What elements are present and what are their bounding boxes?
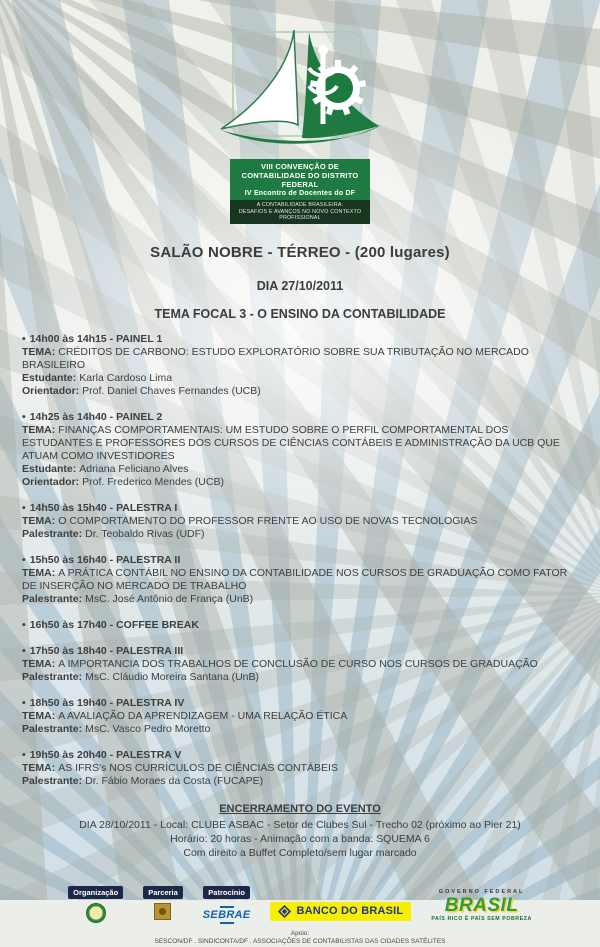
session-header <box>22 502 578 515</box>
focal-theme-title: TEMA FOCAL 3 - O ENSINO DA CONTABILIDADE <box>154 306 446 321</box>
session-header <box>22 619 578 632</box>
patrocinio-column <box>203 886 251 924</box>
detail-text: Prof. Daniel Chaves Fernandes (UCB) <box>82 384 261 397</box>
logo-area <box>0 0 600 224</box>
detail-text: MsC. Vasco Pedro Moretto <box>85 722 211 735</box>
session-header <box>22 749 578 762</box>
detail-text: CRÉDITOS DE CARBONO: ESTUDO EXPLORATÓRIO SOBRE SUA TRIBUTAÇÃO NO MERCADO BRASILEIRO <box>22 345 529 371</box>
sebrae-wordmark: SEBRAE <box>202 908 251 921</box>
apoio-entities: SESCON/DF . SINDICONTA/DF . ASSOCIAÇÕES DE CONTABILISTAS DAS CIDADES SATÉLITES <box>154 938 446 945</box>
closing-line-1: DIA 28/10/2011 - Local: CLUBE ASBAC - Setor de Clubes Sul - Trecho 02 (próximo ao Pier 21) <box>79 818 521 831</box>
closing-line-3: Com direito a Buffet Completo/sem lugar marcado <box>183 846 417 859</box>
detail-text: MsC. Cláudio Moreira Santana (UnB) <box>85 670 260 683</box>
closing-event-section <box>0 802 600 860</box>
bullet-icon: • <box>22 332 26 345</box>
banco-do-brasil-logo <box>270 902 411 921</box>
detail-label: TEMA: <box>22 345 56 358</box>
session-title: 19h50 às 20h40 - PALESTRA V <box>29 748 182 761</box>
cfc-logo-icon <box>154 903 171 920</box>
session-title: 15h50 às 16h40 - PALESTRA II <box>29 553 181 566</box>
session-block <box>22 333 578 398</box>
banco-do-brasil-column <box>270 886 411 921</box>
session-block <box>22 411 578 489</box>
session-detail <box>22 346 578 372</box>
session-detail <box>22 671 578 684</box>
brasil-wordmark: BRASIL <box>444 895 519 916</box>
bullet-icon: • <box>22 748 26 761</box>
detail-text: O COMPORTAMENTO DO PROFESSOR FRENTE AO USO DE NOVAS TECNOLOGIAS <box>58 514 478 527</box>
session-detail <box>22 463 578 476</box>
session-block <box>22 502 578 541</box>
venue-title: SALÃO NOBRE - TÉRREO - (200 lugares) <box>150 243 450 261</box>
closing-line-2: Horário: 20 horas - Animação com a banda: SQUEMA 6 <box>170 832 430 845</box>
detail-label: TEMA: <box>22 709 56 722</box>
session-header <box>22 333 578 346</box>
session-header <box>22 645 578 658</box>
detail-label: Orientador: <box>22 384 80 397</box>
detail-label: Palestrante: <box>22 774 83 787</box>
parceria-label: Parceria <box>143 886 183 899</box>
session-title: 14h00 às 14h15 - PAINEL 1 <box>29 332 163 345</box>
sebrae-bar-bottom <box>220 922 234 924</box>
session-header <box>22 697 578 710</box>
bb-emblem-icon <box>278 905 291 918</box>
organizacao-label: Organização <box>68 886 123 899</box>
sponsors-row <box>0 886 600 924</box>
bullet-icon: • <box>22 501 26 514</box>
detail-label: TEMA: <box>22 514 56 527</box>
detail-text: Adriana Feliciano Alves <box>79 462 189 475</box>
banner-line-3: IV Encontro de Docentes do DF <box>244 190 356 197</box>
detail-label: TEMA: <box>22 657 56 670</box>
detail-label: Palestrante: <box>22 670 83 683</box>
session-detail <box>22 385 578 398</box>
detail-text: Dr. Teobaldo Rivas (UDF) <box>85 527 205 540</box>
detail-label: Estudante: <box>22 371 77 384</box>
closing-title: ENCERRAMENTO DO EVENTO <box>219 802 381 815</box>
slogan-line-1: A CONTABILIDADE BRASILEIRA: <box>256 202 344 208</box>
event-date: DIA 27/10/2011 <box>256 278 344 293</box>
detail-text: Prof. Frederico Mendes (UCB) <box>82 475 224 488</box>
brasil-tagline: PAÍS RICO É PAÍS SEM POBREZA <box>431 916 532 922</box>
detail-label: Palestrante: <box>22 527 83 540</box>
bullet-icon: • <box>22 696 26 709</box>
schedule-list <box>0 333 600 788</box>
session-detail <box>22 476 578 489</box>
crc-df-logo-icon <box>86 903 106 923</box>
banco-do-brasil-wordmark: BANCO DO BRASIL <box>296 905 404 917</box>
session-detail <box>22 372 578 385</box>
session-block <box>22 645 578 684</box>
session-detail <box>22 424 578 463</box>
session-header <box>22 411 578 424</box>
bullet-icon: • <box>22 553 26 566</box>
session-detail <box>22 515 578 528</box>
session-title: 14h50 às 15h40 - PALESTRA I <box>29 501 178 514</box>
session-detail <box>22 593 578 606</box>
detail-text: MsC. José Antônio de França (UnB) <box>85 592 254 605</box>
session-detail <box>22 775 578 788</box>
event-banner <box>230 159 370 200</box>
sebrae-logo <box>203 906 251 924</box>
bullet-icon: • <box>22 644 26 657</box>
event-slogan-banner <box>230 200 370 224</box>
detail-text: A IMPORTANCIA DOS TRABALHOS DE CONCLUSÃO DE CURSO NOS CURSOS DE GRADUAÇÃO <box>58 657 538 670</box>
detail-label: TEMA: <box>22 423 56 436</box>
detail-text: FINANÇAS COMPORTAMENTAIS: UM ESTUDO SOBRE O PERFIL COMPORTAMENTAL DOS ESTUDANTES E PROFESSORES DOS CURSOS DE CIÊNCIAS CONTÁBEIS E ADMINISTRAÇÃO DA UCB QUE ATUAM COMO INVESTIDORES <box>22 423 560 462</box>
detail-text: Karla Cardoso Lima <box>79 371 173 384</box>
session-detail <box>22 658 578 671</box>
patrocinio-label: Patrocínio <box>203 886 250 899</box>
governo-federal-label: GOVERNO FEDERAL <box>438 888 525 895</box>
detail-text: AS IFRS's NOS CURRÍCULOS DE CIÊNCIAS CONTÁBEIS <box>58 761 338 774</box>
session-detail <box>22 567 578 593</box>
session-title: 14h25 às 14h40 - PAINEL 2 <box>29 410 163 423</box>
detail-label: Orientador: <box>22 475 80 488</box>
apoio-section <box>0 930 600 947</box>
detail-text: Dr. Fábio Moraes da Costa (FUCAPE) <box>85 774 264 787</box>
session-detail <box>22 710 578 723</box>
detail-label: Palestrante: <box>22 592 83 605</box>
bullet-icon: • <box>22 410 26 423</box>
parceria-column <box>143 886 183 920</box>
session-block <box>22 749 578 788</box>
detail-label: Palestrante: <box>22 722 83 735</box>
convention-sails-logo <box>205 30 395 152</box>
detail-text: A PRÁTICA CONTÁBIL NO ENSINO DA CONTABILIDADE NOS CURSOS DE GRADUAÇÃO COMO FATOR DE INSERÇÃO NO MERCADO DE TRABALHO <box>22 566 568 592</box>
session-block <box>22 619 578 632</box>
session-block <box>22 554 578 606</box>
organizacao-column <box>68 886 123 923</box>
governo-federal-column <box>431 886 531 923</box>
slogan-line-2: DESAFIOS E AVANÇOS NO NOVO CONTEXTO PROFISSIONAL <box>238 208 362 221</box>
session-detail <box>22 723 578 736</box>
bullet-icon: • <box>22 618 26 631</box>
detail-label: Estudante: <box>22 462 77 475</box>
session-detail <box>22 528 578 541</box>
detail-text: A AVALIAÇÃO DA APRENDIZAGEM - UMA RELAÇÃO ÉTICA <box>58 709 348 722</box>
detail-label: TEMA: <box>22 566 56 579</box>
banner-line-2: CONTABILIDADE DO DISTRITO FEDERAL <box>241 171 359 189</box>
apoio-label: Apoio: <box>290 929 310 937</box>
session-detail <box>22 762 578 775</box>
governo-federal-brasil-logo <box>431 890 531 923</box>
session-header <box>22 554 578 567</box>
session-block <box>22 697 578 736</box>
session-title: 18h50 às 19h40 - PALESTRA IV <box>29 696 185 709</box>
session-title: 17h50 às 18h40 - PALESTRA III <box>29 644 184 657</box>
session-title: 16h50 às 17h40 - COFFEE BREAK <box>29 618 199 631</box>
sebrae-bar-top <box>220 906 234 908</box>
detail-label: TEMA: <box>22 761 56 774</box>
banner-line-1: VIII CONVENÇÃO DE <box>261 162 339 171</box>
